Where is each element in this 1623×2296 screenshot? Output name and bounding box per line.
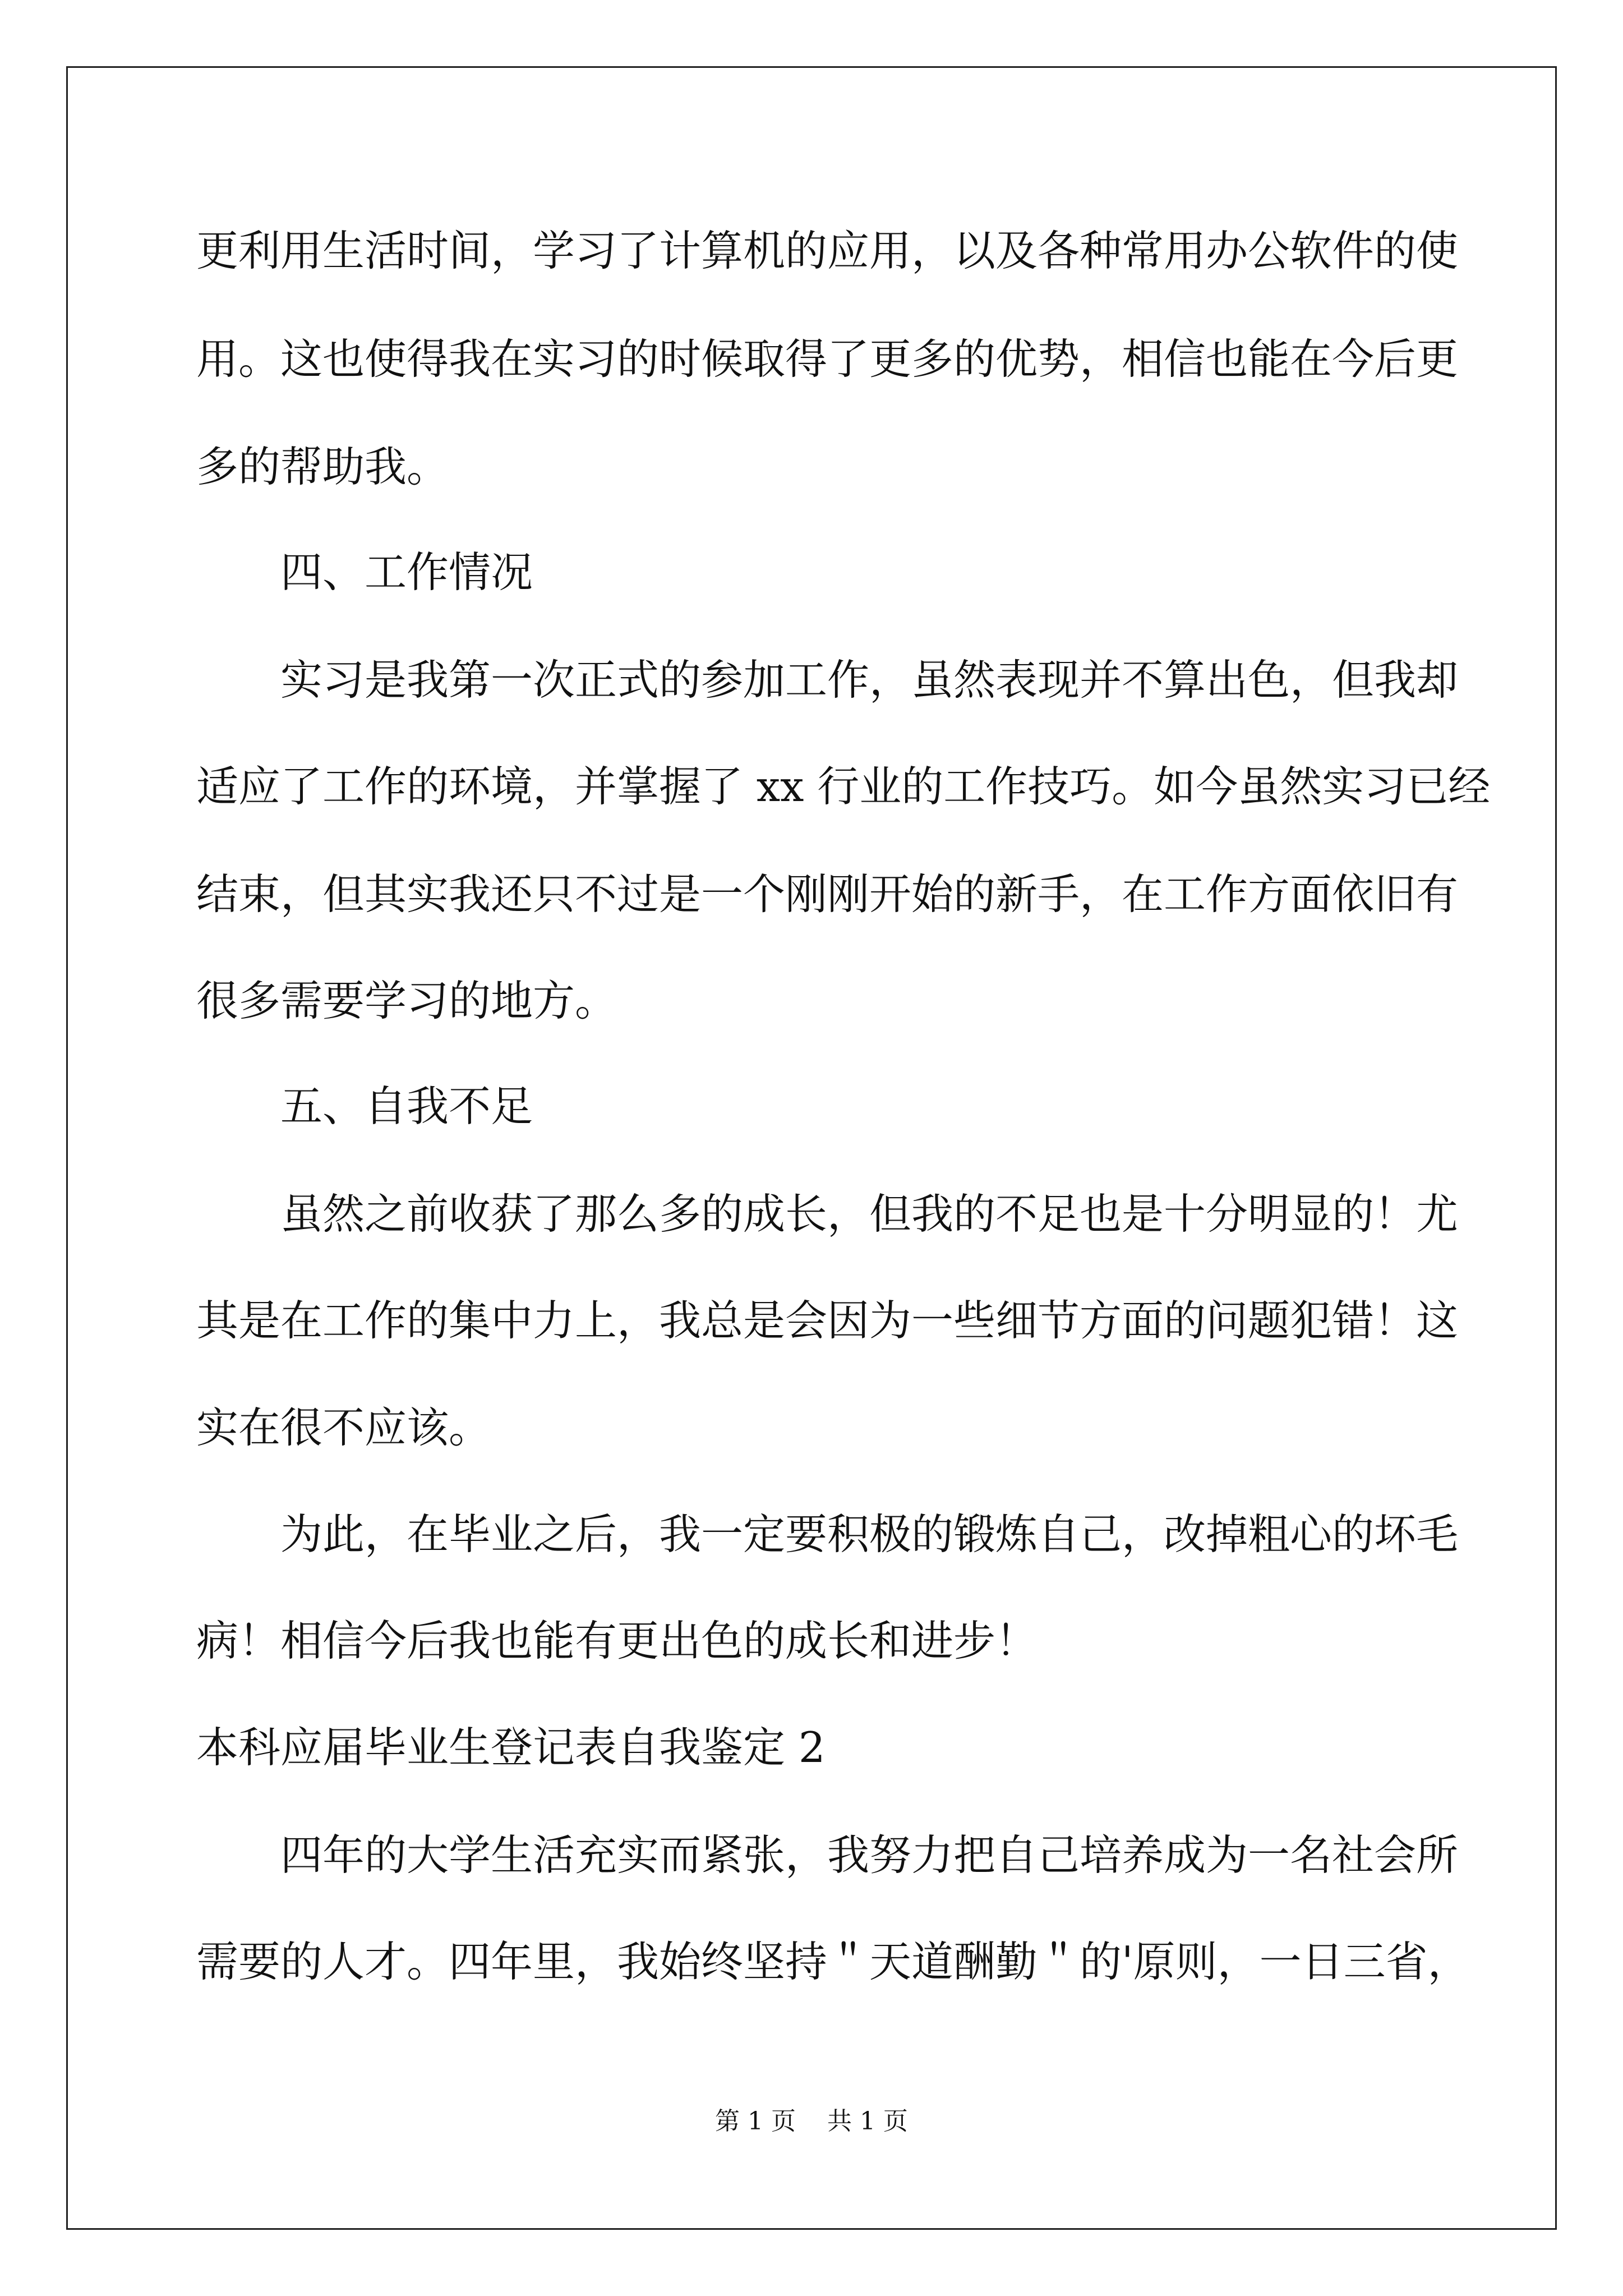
- text-line: 为此，在毕业之后，我一定要积极的锻炼自己，改掉粗心的坏毛: [280, 1510, 1459, 1559]
- text-line: 更利用生活时间，学习了计算机的应用，以及各种常用办公软件的使: [196, 226, 1459, 275]
- text-line: 虽然之前收获了那么多的成长，但我的不足也是十分明显的！尤: [280, 1189, 1459, 1239]
- section-heading: 四、工作情况: [280, 547, 533, 597]
- text-line: 很多需要学习的地方。: [196, 976, 617, 1025]
- section-heading: 五、自我不足: [280, 1082, 533, 1131]
- text-line: 结束，但其实我还只不过是一个刚刚开始的新手，在工作方面依旧有: [196, 869, 1459, 919]
- text-line: 需要的人才。四年里，我始终坚持＂天道酬勤＂的'原则，一日三省，: [196, 1937, 1470, 1986]
- text-line: 四年的大学生活充实而紧张，我努力把自己培养成为一名社会所: [280, 1830, 1459, 1880]
- text-line: 多的帮助我。: [196, 442, 449, 491]
- text-line: 用。这也使得我在实习的时候取得了更多的优势，相信也能在今后更: [196, 334, 1459, 384]
- page-border: [66, 66, 1557, 2230]
- document-title: 本科应届毕业生登记表自我鉴定 2: [196, 1723, 826, 1772]
- text-line: 其是在工作的集中力上，我总是会因为一些细节方面的问题犯错！这: [196, 1296, 1459, 1345]
- page-footer: 第 1 页 共 1 页: [715, 2107, 908, 2136]
- text-line: 适应了工作的环境，并掌握了 xx 行业的工作技巧。如今虽然实习已经: [196, 762, 1491, 811]
- text-line: 病！相信今后我也能有更出色的成长和进步！: [196, 1616, 1038, 1665]
- text-line: 实在很不应该。: [196, 1403, 491, 1452]
- text-line: 实习是我第一次正式的参加工作，虽然表现并不算出色，但我却: [280, 655, 1459, 705]
